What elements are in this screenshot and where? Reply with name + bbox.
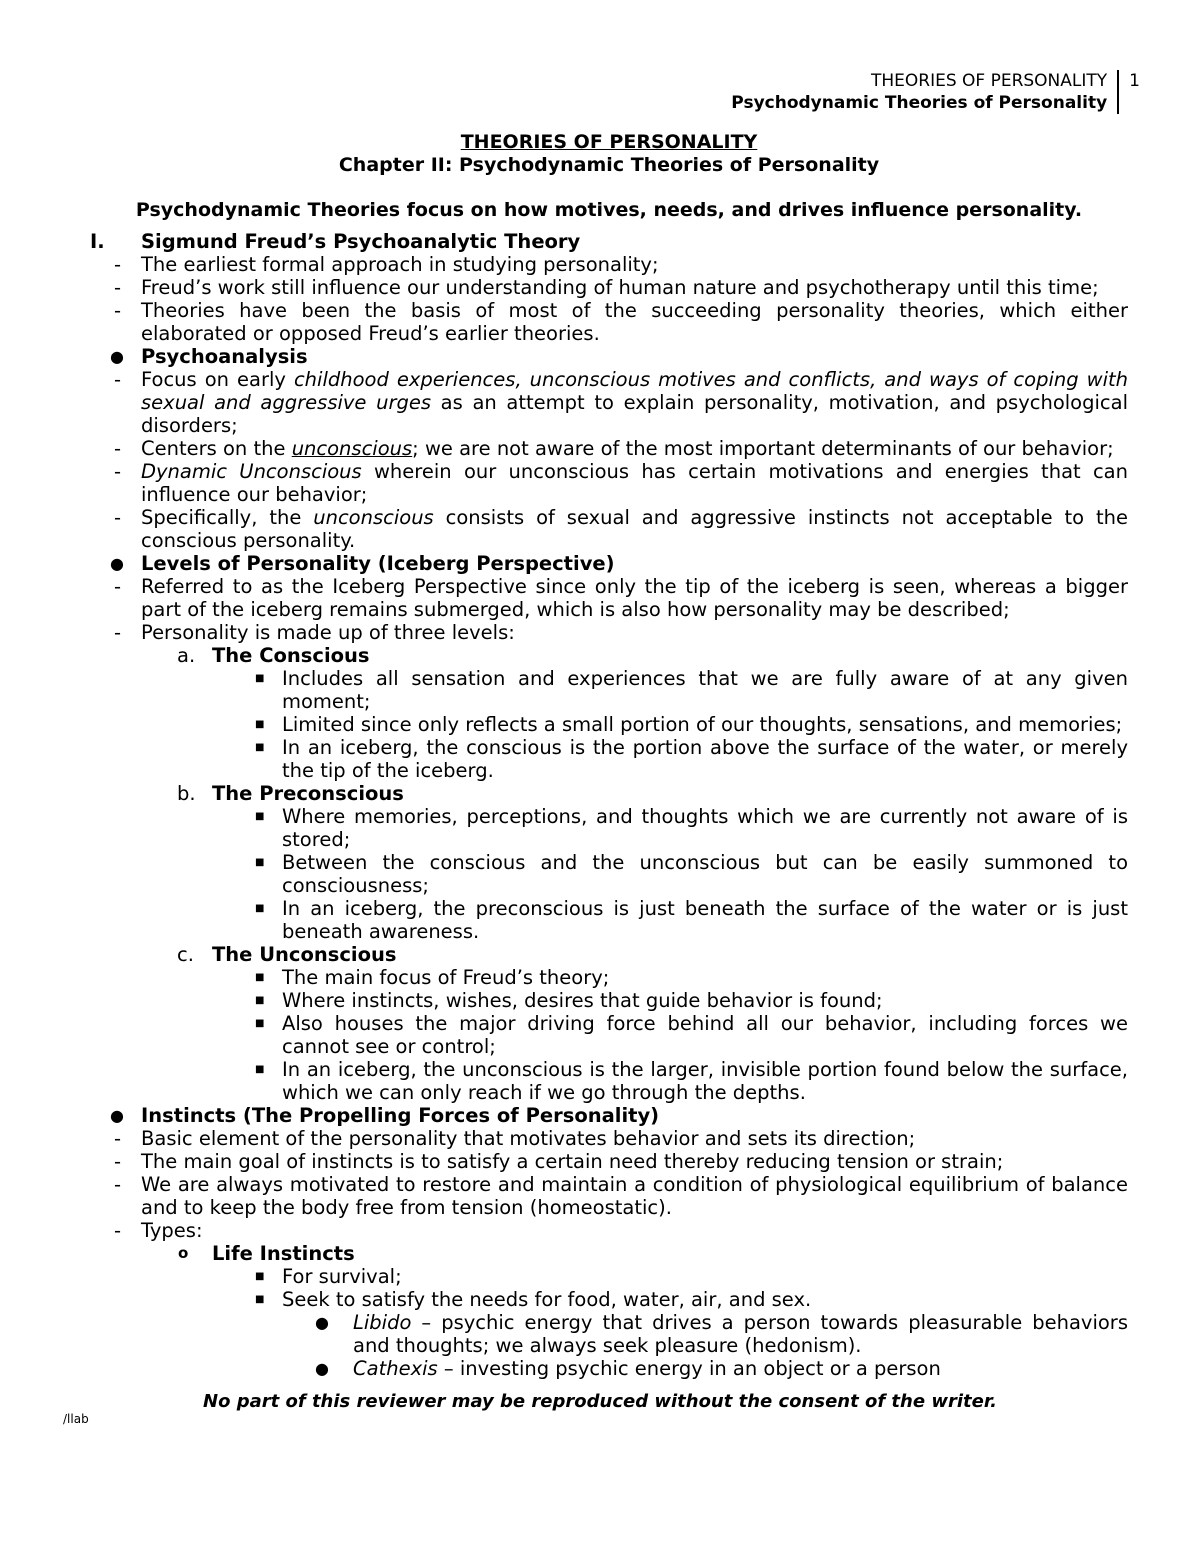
header-subject: Psychodynamic Theories of Personality (731, 93, 1108, 113)
list-item (90, 1265, 1128, 1288)
list-item (90, 460, 1128, 506)
definition-text: – investing psychic energy in an object or a person (437, 1357, 941, 1380)
square-bullet-icon: ■ (255, 972, 265, 983)
level-heading (90, 943, 1128, 966)
square-bullet-icon: ■ (255, 857, 265, 868)
list-item-text: Basic element of the personality that motivates behavior and sets its direction; (141, 1127, 916, 1150)
bullet-icon: ● (110, 1106, 124, 1125)
copyright-note: No part of this reviewer may be reproduced without the consent of the writer. (203, 1391, 997, 1412)
list-item-text: Between the conscious and the unconscious but can be easily summoned to consciousness; (282, 851, 1128, 897)
list-item (90, 276, 1128, 299)
chapter-title: Chapter II: Psychodynamic Theories of Personality (338, 154, 880, 176)
list-item (90, 1127, 1128, 1150)
list-item-text: Types: (141, 1219, 203, 1242)
list-item-text: For survival; (282, 1265, 402, 1288)
section-heading (90, 230, 1128, 253)
level-name: The Conscious (212, 644, 370, 667)
list-item-text: Referred to as the Iceberg Perspective since only the tip of the iceberg is seen, whereas a bigger part of the iceberg remains submerged, which is also how personality may be described; (141, 575, 1128, 621)
list-item (90, 575, 1128, 621)
section-numeral: I. (90, 230, 105, 253)
subsection-heading-text: Levels of Personality (Iceberg Perspective) (141, 552, 615, 575)
list-item (90, 1012, 1128, 1058)
list-item-text: Freud’s work still influence our understanding of human nature and psychotherapy until this time; (141, 276, 1099, 299)
author-initials: /llab (63, 1412, 89, 1426)
square-bullet-icon: ■ (255, 742, 265, 753)
italic-text: childhood experiences, unconscious motives and conflicts, and ways of coping with sexual and aggressive urges (141, 368, 1129, 414)
list-item (90, 1288, 1128, 1311)
subsection-heading (90, 1104, 1128, 1127)
running-header (731, 70, 1140, 114)
definition-term: Libido (353, 1311, 412, 1334)
list-item (90, 736, 1128, 782)
subsection-heading-text: Instincts (The Propelling Forces of Personality) (141, 1104, 660, 1127)
list-item (90, 966, 1128, 989)
header-course: THEORIES OF PERSONALITY (870, 71, 1108, 91)
dash-bullet: - (114, 1127, 122, 1150)
italic-text: unconscious (313, 506, 434, 529)
list-item (90, 1058, 1128, 1104)
list-item (90, 368, 1128, 437)
dash-bullet: - (114, 368, 122, 391)
bullet-icon: ● (110, 554, 124, 573)
definition-text: – psychic energy that drives a person towards pleasurable behaviors and thoughts; we always seek pleasure (hedonism). (353, 1311, 1128, 1357)
level-name: The Unconscious (212, 943, 397, 966)
dash-bullet: - (114, 253, 122, 276)
list-item (90, 989, 1128, 1012)
text-run: consists of sexual and aggressive instincts not acceptable to the conscious personality. (141, 506, 1128, 552)
document-title: THEORIES OF PERSONALITY (460, 131, 758, 153)
dash-bullet: - (114, 621, 122, 644)
text-run: Specifically, the (141, 506, 314, 529)
text-run: Centers on the (141, 437, 292, 460)
list-item-text: Where instincts, wishes, desires that guide behavior is found; (282, 989, 883, 1012)
text-run: ; we are not aware of the most important determinants of our behavior; (412, 437, 1114, 460)
section-heading-text: Sigmund Freud’s Psychoanalytic Theory (141, 230, 581, 253)
dash-bullet: - (114, 1173, 122, 1196)
list-item-text: Seek to satisfy the needs for food, water, air, and sex. (282, 1288, 812, 1311)
list-item (90, 1150, 1128, 1173)
document-body (90, 131, 1128, 1380)
dash-bullet: - (114, 299, 122, 322)
square-bullet-icon: ■ (255, 673, 265, 684)
dash-bullet: - (114, 460, 122, 483)
level-letter: c. (177, 943, 194, 966)
definition-item (90, 1357, 1128, 1380)
list-item-text: Where memories, perceptions, and thoughts which we are currently not aware of is stored; (282, 805, 1128, 851)
list-item (90, 506, 1128, 552)
list-item-text: In an iceberg, the conscious is the portion above the surface of the water, or merely the tip of the iceberg. (282, 736, 1128, 782)
list-item (90, 897, 1128, 943)
list-item-text: The main focus of Freud’s theory; (282, 966, 610, 989)
list-item-text: In an iceberg, the preconscious is just beneath the surface of the water or is just beneath awareness. (282, 897, 1128, 943)
emphasized-term: unconscious (291, 437, 413, 460)
text-run: wherein our unconscious has certain motivations and energies that can influence our behavior; (141, 460, 1128, 506)
dash-bullet: - (114, 506, 122, 529)
subsection-heading-text: Psychoanalysis (141, 345, 308, 368)
list-item (90, 437, 1128, 460)
list-item (90, 667, 1128, 713)
level-letter: a. (177, 644, 196, 667)
square-bullet-icon: ■ (255, 903, 265, 914)
square-bullet-icon: ■ (255, 1271, 265, 1282)
square-bullet-icon: ■ (255, 995, 265, 1006)
list-item-text: The earliest formal approach in studying personality; (141, 253, 659, 276)
list-item-text: In an iceberg, the unconscious is the larger, invisible portion found below the surface, which we can only reach if we go through the depths. (282, 1058, 1128, 1104)
list-item-text: We are always motivated to restore and maintain a condition of physiological equilibrium of balance and to keep the body free from tension (homeostatic). (141, 1173, 1128, 1219)
dash-bullet: - (114, 1150, 122, 1173)
dash-bullet: - (114, 437, 122, 460)
dash-bullet: - (114, 276, 122, 299)
list-item (90, 253, 1128, 276)
subsection-heading (90, 552, 1128, 575)
list-item-text: Theories have been the basis of most of the succeeding personality theories, which either elaborated or opposed Freud’s earlier theories. (141, 299, 1128, 345)
page-number: 1 (1129, 71, 1140, 91)
list-item-text: Personality is made up of three levels: (141, 621, 515, 644)
list-item (90, 805, 1128, 851)
list-item-text: Also houses the major driving force behind all our behavior, including forces we cannot see or control; (282, 1012, 1128, 1058)
list-item (90, 1173, 1128, 1219)
list-item (90, 1219, 1128, 1242)
square-bullet-icon: ■ (255, 811, 265, 822)
list-item-text: The main goal of instincts is to satisfy a certain need thereby reducing tension or strain; (141, 1150, 1004, 1173)
bullet-icon: ● (315, 1359, 329, 1378)
header-text (731, 70, 1117, 114)
list-item-text: Limited since only reflects a small portion of our thoughts, sensations, and memories; (282, 713, 1123, 736)
definition-term: Cathexis (353, 1357, 438, 1380)
italic-text: Dynamic Unconscious (141, 460, 362, 483)
definition-item (90, 1311, 1128, 1357)
square-bullet-icon: ■ (255, 1018, 265, 1029)
subsection-heading (90, 345, 1128, 368)
dash-bullet: - (114, 575, 122, 598)
circle-bullet-icon: o (178, 1244, 189, 1262)
level-letter: b. (177, 782, 196, 805)
level-heading (90, 644, 1128, 667)
square-bullet-icon: ■ (255, 1294, 265, 1305)
text-run: as an attempt to explain personality, motivation, and psychological disorders; (141, 391, 1128, 437)
square-bullet-icon: ■ (255, 1064, 265, 1075)
square-bullet-icon: ■ (255, 719, 265, 730)
instinct-type-name: Life Instincts (212, 1242, 355, 1265)
bullet-icon: ● (315, 1313, 329, 1332)
list-item (90, 299, 1128, 345)
list-item (90, 851, 1128, 897)
dash-bullet: - (114, 1219, 122, 1242)
instinct-type-heading (90, 1242, 1128, 1265)
text-run: Focus on early (141, 368, 294, 391)
list-item (90, 621, 1128, 644)
bullet-icon: ● (110, 347, 124, 366)
list-item-text: Includes all sensation and experiences that we are fully aware of at any given moment; (282, 667, 1128, 713)
intro-statement: Psychodynamic Theories focus on how motives, needs, and drives influence personality. (135, 199, 1083, 221)
level-name: The Preconscious (212, 782, 404, 805)
list-item (90, 713, 1128, 736)
level-heading (90, 782, 1128, 805)
